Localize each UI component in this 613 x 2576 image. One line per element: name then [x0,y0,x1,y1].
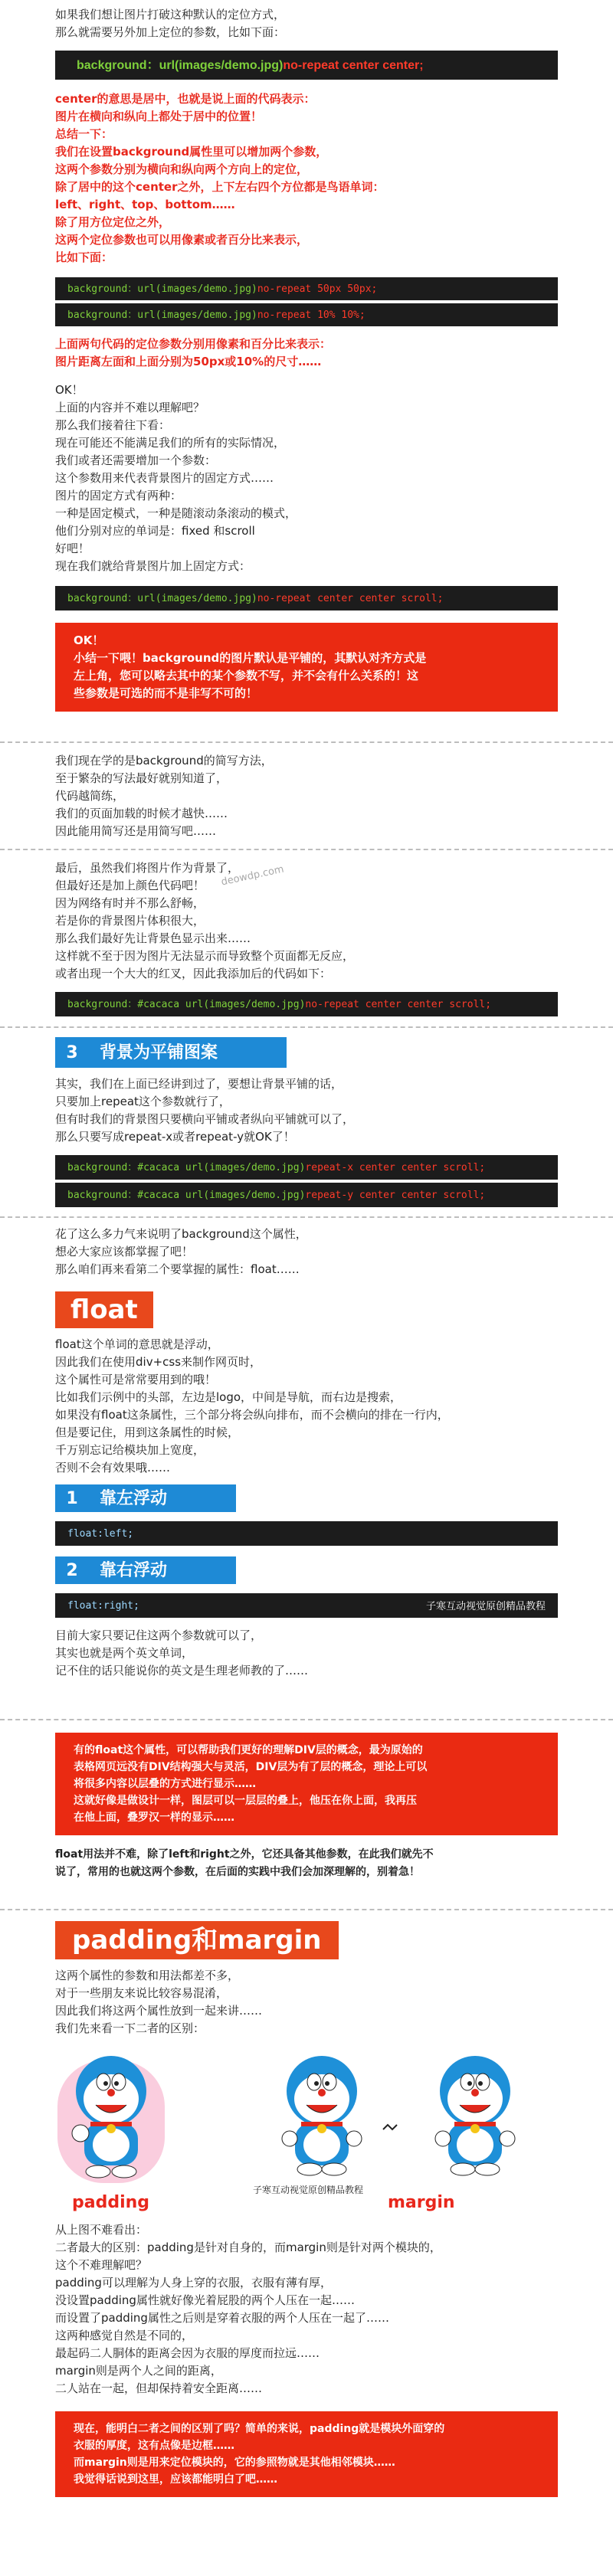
section-header [55,1037,287,1068]
padding-margin-explanation [0,2221,613,2497]
code-block [55,992,558,1016]
tip-box [55,1733,558,1835]
text-line: 如果没有float这条属性，三个部分将会纵向排布，而不会横向的排在一行内， [55,1408,449,1422]
float-title: float [55,1291,153,1328]
text-line: padding可以理解为人身上穿的衣服，衣服有薄有厚， [55,2276,332,2290]
red-line: 上面两句代码的定位参数分别用像素和百分比来表示： [55,337,332,351]
code-block [55,1155,558,1180]
intro-text [55,6,558,41]
tip-line: 表格网页远没有DIV结构强大与灵活，DIV层为有了层的概念，理论上可以 [74,1761,428,1773]
text-line: 说了，常用的也就这两个参数，在后面的实践中我们会加深理解的，别着急！ [55,1866,420,1878]
text-line: 我们或者还需要增加一个参数： [55,453,217,467]
section-number: 3 [66,1043,78,1062]
text-line: 对于一些朋友来说比较容易混淆， [55,1986,228,2000]
code-green: background：url(images/demo.jpg) [67,592,257,604]
tip-line: 有的float这个属性，可以帮助我们更好的理解DIV层的概念，最为原始的 [74,1744,423,1756]
divider [0,1909,613,1910]
code-block [55,586,558,610]
code-block [55,277,558,300]
code-red: repeat-y center center scroll; [305,1189,486,1201]
section-number: 2 [66,1560,78,1580]
tip-line: 而margin则是用来定位模块的，它的参照物就是其他相邻模块…… [74,2457,395,2469]
code-block [55,51,558,80]
text-line: 图片的固定方式有两种： [55,489,182,502]
section-header [55,1484,236,1512]
doraemon-margin-right [435,2056,515,2175]
section-header [55,1556,236,1584]
text-line: 而设置了padding属性之后则是穿着衣服的两个人压在一起了…… [55,2311,389,2325]
section-title: 靠右浮动 [100,1560,168,1580]
text-line: 好吧！ [55,542,90,555]
text-line: 从上图不难看出： [55,2223,148,2237]
text-line: 这个属性可是常常要用到的哦！ [55,1373,217,1386]
text-line: 但最好还是加上颜色代码吧！ [55,879,205,892]
text-line: 记不住的话只能说你的英文是生理老师教的了…… [55,1664,309,1678]
tip-box [55,623,558,712]
text-line: 想必大家应该都掌握了吧！ [55,1245,194,1259]
text-line: 因此能用简写还是用简写吧…… [55,824,217,838]
tip-line: 这就好像是做设计一样，图层可以一层层的叠上，他压在你上面，我再压 [74,1795,417,1807]
tip-line: 衣服的厚度，这有点像是边框…… [74,2440,234,2452]
text-line: 代码越简练， [55,789,125,803]
gap-mark [383,2125,397,2129]
red-line: 这两个参数分别为横向和纵向两个方向上的定位， [55,162,309,176]
tip-line: 将很多内容以层叠的方式进行显示…… [74,1778,256,1790]
text-line: 一种是固定模式，一种是随滚动条滚动的模式， [55,506,297,520]
divider [0,1719,613,1720]
red-line: left、right、top、bottom…… [55,198,235,211]
doraemon-margin-left [282,2056,362,2175]
text-line: 那么我们最好先让背景色显示出来…… [55,931,251,945]
red-line: 除了用方位定位之外， [55,215,171,229]
tip-line: OK！ [74,633,104,647]
text-line: 只要加上repeat这个参数就行了， [55,1095,231,1108]
code-green: float:left; [67,1527,134,1540]
code-red: no-repeat center center scroll; [305,998,492,1010]
red-line: 我们在设置background属性里可以增加两个参数， [55,145,328,159]
doraemon-padding [57,2056,165,2183]
tip-box [55,2411,558,2497]
text-line: float用法并不难，除了left和right之外，它还具备其他参数，在此我们就先不 [55,1848,434,1861]
text-line: 否则不会有效果哦…… [55,1461,171,1475]
text-line: 我们的页面加载的时候才越快…… [55,807,228,820]
text-line: 最起码二人胴体的距离会因为衣服的厚度而拉远…… [55,2346,320,2360]
text-line: OK！ [55,383,84,397]
code-red: no-repeat 50px 50px; [257,283,378,295]
code-block [55,1593,558,1618]
text-line: 其实也就是两个英文单词， [55,1646,194,1660]
text-line: 那么就需要另外加上定位的参数，比如下面： [55,25,286,39]
text-line: 那么咱们再来看第二个要掌握的属性：float…… [55,1262,300,1276]
text-line: 但是要记住，用到这条属性的时候， [55,1425,240,1439]
intro-section [0,6,613,712]
text-line: 这两种感觉自然是不同的， [55,2329,194,2342]
text-line: 没设置padding属性就好像光着屁股的两个人压在一起…… [55,2293,355,2307]
text-line: 二者最大的区别：padding是针对自身的，而margin则是针对两个模块的， [55,2240,441,2254]
text-line: 最后，虽然我们将图片作为背景了， [55,861,240,875]
text-line: 或者出现一个大大的红叉，因此我添加后的代码如下： [55,967,332,980]
code-green: float:right; [67,1599,139,1612]
pm-title: padding和margin [55,1921,339,1959]
text-line: 这样就不至于因为图片无法显示而导致整个页面都无反应， [55,949,355,963]
shorthand-section [0,752,613,840]
color-section [0,859,613,1016]
red-line: 这两个定位参数也可以用像素或者百分比来表示， [55,233,309,247]
text-line: 上面的内容并不难以理解吧？ [55,401,205,414]
padding-label: padding [72,2193,150,2212]
code-green: background：url(images/demo.jpg) [67,309,257,321]
text-line: 因此我们在使用div+css来制作网页时， [55,1355,262,1369]
code-red: no-repeat 10% 10%; [257,309,366,321]
text-line: 二人站在一起，但却保持着安全距离…… [55,2381,263,2395]
divider [0,1026,613,1028]
red-line: 比如下面： [55,250,113,264]
float-tip-section [0,1733,613,1881]
red-line: 除了居中的这个center之外，上下左右四个方位都是鸟语单词： [55,180,385,194]
tip-line: 小结一下喂！background的图片默认是平铺的，其默认对齐方式是 [74,651,427,665]
section-title: 背景为平铺图案 [100,1043,218,1062]
section-title: 靠左浮动 [100,1488,168,1508]
text-line: 我们先来看一下二者的区别： [55,2021,205,2035]
red-explanation-2 [55,336,558,371]
text-line: 这两个属性的参数和用法都差不多， [55,1969,240,1982]
red-line: 总结一下： [55,127,113,141]
text-line: float这个单词的意思就是浮动， [55,1337,219,1351]
code-red: repeat-x center center scroll; [305,1161,486,1173]
text-line: 那么只要写成repeat-x或者repeat-y就OK了！ [55,1130,295,1144]
code-red: no-repeat center center; [283,58,424,72]
text-line: 目前大家只要记住这两个参数就可以了， [55,1628,263,1642]
text-line: 他们分别对应的单词是：fixed 和scroll [55,524,255,538]
padding-margin-section [0,1921,613,2038]
text-line: 现在可能还不能满足我们的所有的实际情况， [55,436,286,450]
text-line: 如果我们想让图片打破这种默认的定位方式， [55,8,286,21]
text-line: margin则是两个人之间的距离， [55,2364,222,2378]
illustration-caption: 子寒互动视觉原创精品教程 [253,2185,364,2195]
code-note: 子寒互动视觉原创精品教程 [425,1599,546,1612]
code-green: background：url(images/demo.jpg) [77,58,284,72]
code-block [55,303,558,326]
code-green: background：#cacaca url(images/demo.jpg) [67,1161,306,1173]
text-line: 现在我们就给背景图片加上固定方式： [55,559,251,573]
repeat-section [0,1037,613,1207]
divider [0,849,613,850]
red-line: 图片在横向和纵向上都处于居中的位置！ [55,110,263,123]
code-green: background：#cacaca url(images/demo.jpg) [67,998,306,1010]
divider [0,1216,613,1218]
code-block [55,1521,558,1546]
text-line: 至于繁杂的写法最好就别知道了， [55,771,228,785]
code-red: no-repeat center center scroll; [257,592,444,604]
text-line: 但有时我们的背景图只要横向平铺或者纵向平铺就可以了， [55,1112,355,1126]
text-line: 若是你的背景图片体积很大， [55,914,205,928]
tip-line: 左上角，您可以略去其中的某个参数不写，并不会有什么关系的！这 [74,669,419,682]
section-number: 1 [66,1488,78,1508]
tip-line: 些参数是可选的而不是非写不可的！ [74,686,258,700]
watermark: deowdp.com [220,863,285,889]
text-line: 因为网络有时并不那么舒畅， [55,896,205,910]
divider [0,741,613,743]
red-line: 图片距离左面和上面分别为50px或10%的尺寸…… [55,355,322,368]
text-line: 因此我们将这两个属性放到一起来讲…… [55,2004,263,2018]
red-line: center的意思是居中，也就是说上面的代码表示： [55,92,316,106]
red-explanation [55,90,558,267]
code-green: background：#cacaca url(images/demo.jpg) [67,1189,306,1201]
padding-margin-illustration [46,2038,567,2214]
tip-line: 在他上面，叠罗汉一样的显示…… [74,1812,234,1824]
float-section [0,1291,613,1680]
tip-line: 我觉得话说到这里，应该都能明白了吧…… [74,2473,277,2486]
text-line: 花了这么多力气来说明了background这个属性， [55,1227,307,1241]
text-line: 这个参数用来代表背景图片的固定方式…… [55,471,274,485]
text-line: 千万别忘记给模块加上宽度， [55,1443,205,1457]
code-block [55,1183,558,1207]
code-green: background：url(images/demo.jpg) [67,283,257,295]
transition-section [0,1226,613,1278]
text-line: 比如我们示例中的头部，左边是logo，中间是导航，而右边是搜索， [55,1390,402,1404]
tip-line: 现在，能明白二者之间的区别了吗？简单的来说，padding就是模块外面穿的 [74,2423,445,2435]
text-line: 那么我们接着往下看： [55,418,171,432]
margin-label: margin [388,2193,455,2212]
text-line: 这个不难理解吧？ [55,2258,148,2272]
intro-text-2 [55,381,558,575]
text-line: 我们现在学的是background的简写方法， [55,754,273,768]
text-line: 其实，我们在上面已经讲到过了，要想让背景平铺的话， [55,1077,343,1091]
